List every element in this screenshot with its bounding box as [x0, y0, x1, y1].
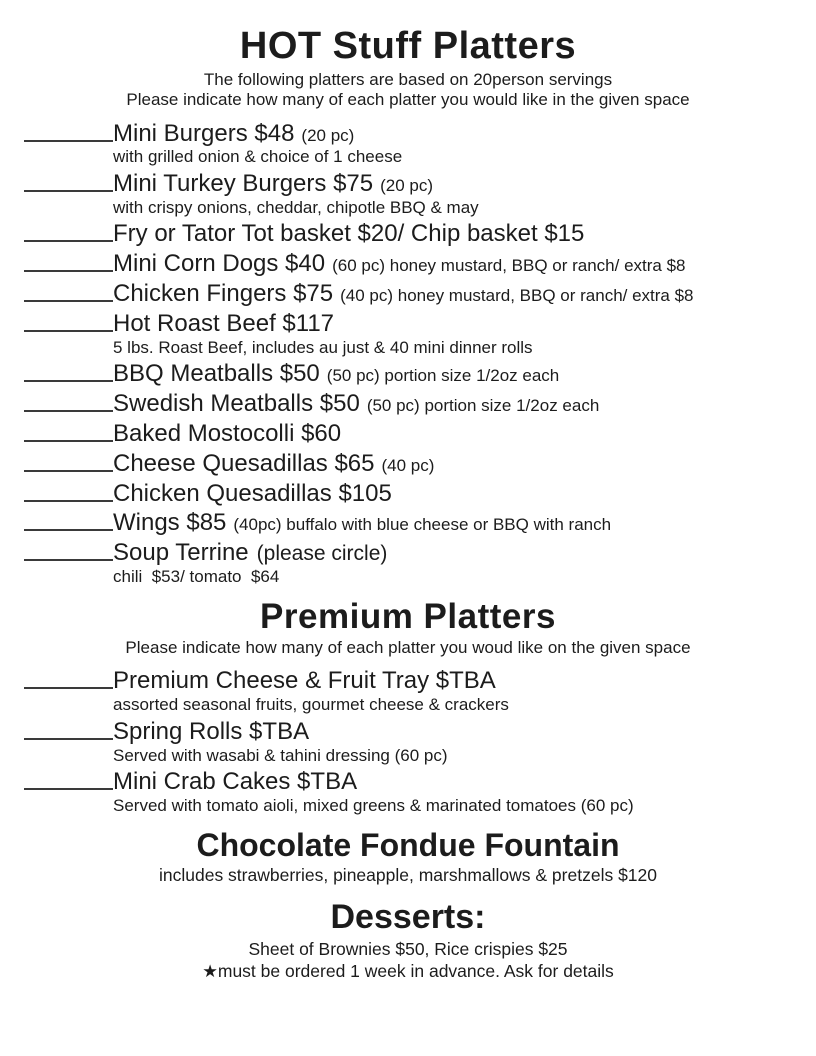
menu-item-chicken-fingers [24, 281, 816, 308]
menu-item-soup-terrine [24, 540, 816, 567]
quantity-blank-input[interactable] [24, 380, 113, 382]
section-chocolate-fondue [0, 828, 816, 887]
quantity-blank-input[interactable] [24, 300, 113, 302]
menu-item-wings [24, 510, 816, 537]
fondue-title: Chocolate Fondue Fountain [196, 827, 620, 864]
item-desc: assorted seasonal fruits, gourmet cheese & crackers [113, 695, 509, 715]
quantity-blank-input[interactable] [24, 738, 113, 740]
section-desserts [0, 899, 816, 982]
item-name: Chicken Fingers $75 [113, 279, 334, 307]
item-desc: with crispy onions, cheddar, chipotle BBQ & may [113, 197, 479, 217]
quantity-blank-input[interactable] [24, 270, 113, 272]
menu-item-mini-crab-cakes [24, 769, 816, 796]
item-note: (please circle) [256, 542, 388, 566]
menu-item-mini-turkey-burgers [24, 171, 816, 198]
menu-item-cheese-quesadillas [24, 451, 816, 478]
quantity-blank-input[interactable] [24, 190, 113, 192]
item-name: Chicken Quesadillas $105 [113, 479, 392, 507]
menu-item-spring-rolls [24, 719, 816, 746]
quantity-blank-input[interactable] [24, 140, 113, 142]
item-note: (50 pc) portion size 1/2oz each [326, 366, 560, 385]
item-name: Mini Corn Dogs $40 [113, 249, 326, 277]
desserts-advance-notice: ★must be ordered 1 week in advance. Ask for details [202, 960, 614, 981]
quantity-blank-input[interactable] [24, 410, 113, 412]
soup-circle-options[interactable]: chili $53/ tomato $64 [113, 567, 280, 587]
desserts-title: Desserts: [330, 898, 486, 937]
hot-subtitle-servings: The following platters are based on 20person servings [203, 69, 613, 89]
menu-item-hot-roast-beef [24, 311, 816, 338]
item-name: BBQ Meatballs $50 [113, 360, 320, 387]
menu-item-fry-tator-tot-basket [24, 221, 816, 248]
menu-item-bbq-meatballs [24, 361, 816, 388]
item-name: Premium Cheese & Fruit Tray $TBA [113, 667, 496, 695]
menu-item-premium-cheese-fruit-tray [24, 668, 816, 695]
premium-items-list [0, 668, 816, 816]
menu-item-mini-corn-dogs [24, 251, 816, 278]
quantity-blank-input[interactable] [24, 470, 113, 472]
item-desc: 5 lbs. Roast Beef, includes au just & 40 mini dinner rolls [113, 337, 533, 357]
hot-subtitle-instructions: Please indicate how many of each platter you would like in the given space [126, 90, 690, 110]
menu-item-mini-burgers [24, 121, 816, 148]
menu-item-chicken-quesadillas [24, 481, 816, 508]
desserts-items-line: Sheet of Brownies $50, Rice crispies $25 [248, 938, 568, 959]
item-note: (60 pc) honey mustard, BBQ or ranch/ extra $8 [332, 255, 686, 275]
quantity-blank-input[interactable] [24, 240, 113, 242]
premium-title: Premium Platters [260, 596, 556, 636]
item-desc: Served with tomato aioli, mixed greens & marinated tomatoes (60 pc) [113, 795, 634, 815]
page-title: HOT Stuff Platters [239, 25, 577, 67]
item-name: Hot Roast Beef $117 [113, 309, 335, 337]
item-note: (20 pc) [301, 125, 355, 145]
menu-item-baked-mostocolli [24, 421, 816, 448]
item-name: Swedish Meatballs $50 [113, 389, 360, 417]
item-note: (40 pc) [381, 455, 435, 475]
premium-subtitle-instructions: Please indicate how many of each platter you woud like on the given space [125, 638, 691, 658]
item-name: Soup Terrine [113, 539, 249, 567]
item-name: Baked Mostocolli $60 [113, 419, 342, 447]
item-name: Wings $85 [113, 509, 227, 537]
quantity-blank-input[interactable] [24, 330, 113, 332]
item-name: Fry or Tator Tot basket $20/ Chip basket $15 [113, 220, 585, 248]
quantity-blank-input[interactable] [24, 559, 113, 561]
quantity-blank-input[interactable] [24, 529, 113, 531]
item-desc: Served with wasabi & tahini dressing (60 pc) [113, 745, 448, 765]
item-name: Spring Rolls $TBA [113, 717, 310, 745]
fondue-description: includes strawberries, pineapple, marshmallows & pretzels $120 [158, 865, 657, 886]
quantity-blank-input[interactable] [24, 788, 113, 790]
item-name: Mini Burgers $48 [113, 119, 295, 147]
item-name: Mini Crab Cakes $TBA [113, 767, 358, 795]
quantity-blank-input[interactable] [24, 687, 113, 689]
quantity-blank-input[interactable] [24, 500, 113, 502]
item-note: (40 pc) honey mustard, BBQ or ranch/ extra $8 [340, 285, 694, 305]
item-note: (50 pc) portion size 1/2oz each [366, 395, 600, 415]
item-name: Mini Turkey Burgers $75 [113, 169, 374, 197]
hot-items-list [0, 121, 816, 588]
section-hot-platters [0, 26, 816, 588]
item-desc: with grilled onion & choice of 1 cheese [113, 147, 403, 167]
item-name: Cheese Quesadillas $65 [113, 449, 375, 477]
section-premium-platters [0, 598, 816, 817]
item-note: (20 pc) [380, 175, 434, 195]
item-note: (40pc) buffalo with blue cheese or BBQ with ranch [233, 515, 612, 535]
quantity-blank-input[interactable] [24, 440, 113, 442]
menu-item-swedish-meatballs [24, 391, 816, 418]
